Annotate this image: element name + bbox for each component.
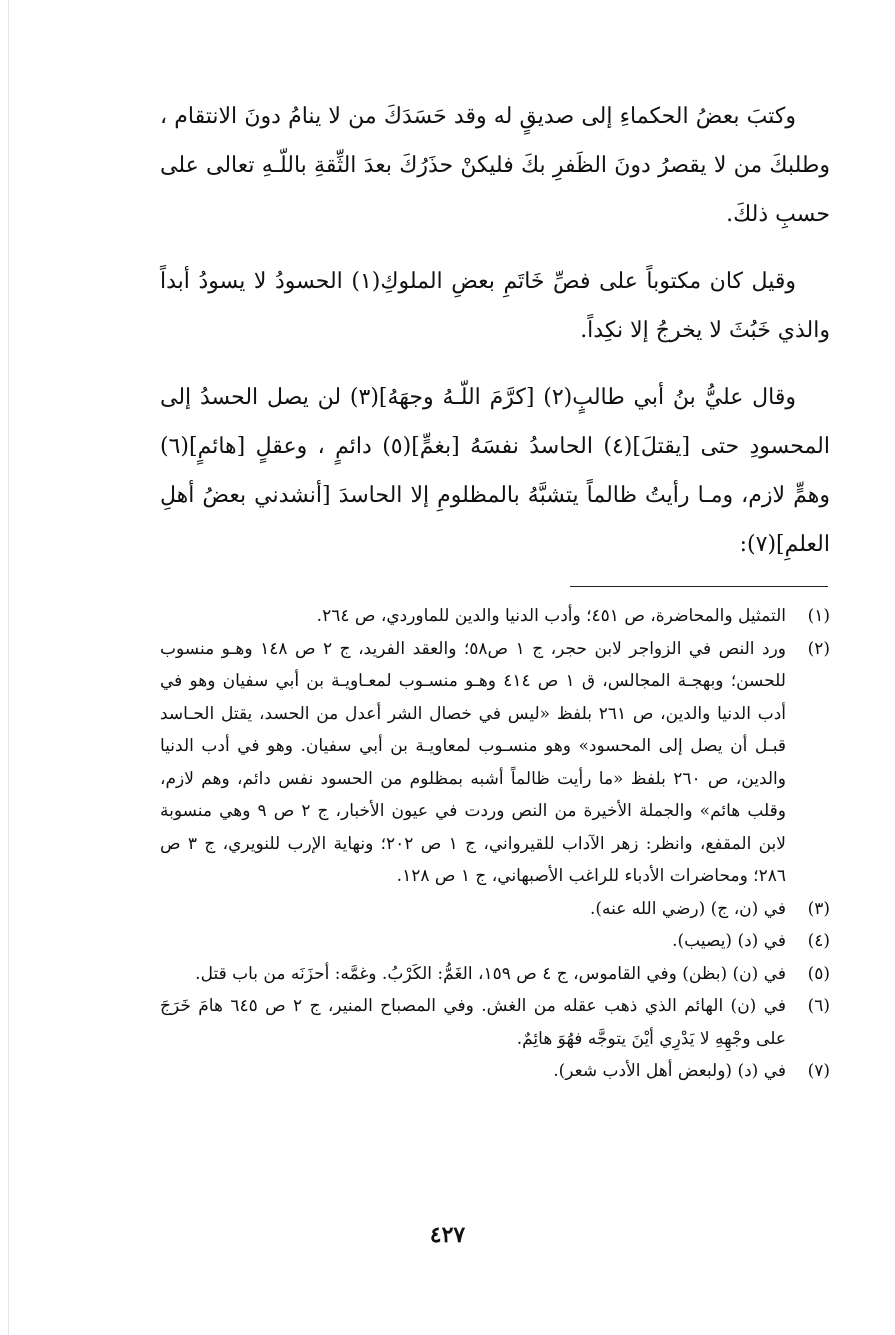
footnote-text: في (ن) (بظن) وفي القاموس، ج ٤ ص ١٥٩، الغَمُّ: الكَرْبُ. وغمَّه: أحزَنَه من باب قتل. xyxy=(195,963,786,984)
footnote-4 xyxy=(160,925,830,958)
footnote-number: (٦) xyxy=(807,996,830,1016)
page-number: ٤٢٧ xyxy=(429,1222,466,1248)
footnote-number: (٢) xyxy=(807,638,830,659)
footnote-text: في (د) (ولبعض أهل الأدب شعر). xyxy=(553,1061,786,1081)
footnote-text: في (د) (يصيب). xyxy=(672,931,786,951)
paragraph-3: وقال عليُّ بنُ أبي طالبٍ(٢) [كرَّمَ اللّـهُ وجهَهُ](٣) لن يصل الحسدُ إلى المحسودِ حتى [يقتلَ](٤) الحاسدُ نفسَهُ [بغمٍّ](٥) دائمٍ ، وعقلٍ [هائمٍ](٦) وهمٍّ لازم، ومـا رأيتُ ظالماً يتشبَّهُ بالمظلومِ إلا الحاسدَ [أنشدني بعضُ أهلِ العلمِ](٧): xyxy=(160,385,830,557)
footnote-number: (٤) xyxy=(807,931,830,951)
footnote-5 xyxy=(160,958,830,991)
footnote-number: (١) xyxy=(807,606,830,626)
footnote-number: (٣) xyxy=(807,898,830,919)
footnote-1 xyxy=(160,600,830,633)
footnote-text: التمثيل والمحاضرة، ص ٤٥١؛ وأدب الدنيا والدين للماوردي، ص ٢٦٤. xyxy=(316,606,786,626)
footnote-text: في (ن) الهائم الذي ذهب عقله من الغش. وفي المصباح المنير، ج ٢ ص ٦٤٥ هامَ خَرَجَ على وجْهِهِ لا يَدْرِي أيْنَ يتوجَّه فهُوَ هائِمٌ. xyxy=(160,996,786,1049)
footnote-2 xyxy=(160,633,830,893)
footnote-number: (٧) xyxy=(807,1061,830,1081)
paragraph-2: وقيل كان مكتوباً على فصِّ خَاتَمِ بعضِ الملوكِ(١) الحسودُ لا يسودُ أبداً والذي خَبُثَ لا يخرجُ إلا نكِداً. xyxy=(160,269,830,343)
footnote-7 xyxy=(160,1055,830,1088)
footnote-6 xyxy=(160,990,830,1055)
page-edge-line xyxy=(8,0,9,1335)
footnote-number: (٥) xyxy=(807,963,830,984)
footnote-text: ورد النص في الزواجر لابن حجر، ج ١ ص٥٨؛ والعقد الفريد، ج ٢ ص ١٤٨ وهـو منسوب للحسن؛ وبهجـة المجالس، ق ١ ص ٤١٤ وهـو منسـوب لمعـاويـة بن أبي سفيان وهو في أدب الدنيا والدين، ص ٢٦١ بلفظ «ليس في خصال الشر أعدل من الحسد، يقتل الحـاسد قبـل أن يصل إلى المحسود» وهو منسـوب لمعاويـة بن أبي سفيان. وهو في أدب الدنيا والدين، ص ٢٦٠ بلفظ «ما رأيت ظالماً أشبه بمظلوم من الحسود نفس دائم، وهم لازم، وقلب هائم» والجملة الأخيرة من النص وردت في عيون الأخبار، ج ٢ ص ٩ وهي منسوبة لابن المقفع، وانظر: زهر الآداب للقيرواني، ج ١ ص ٢٠٢؛ ونهاية الإرب للنويري، ج ٣ ص ٢٨٦؛ ومحاضرات الأدباء للراغب الأصبهاني، ج ١ ص ١٢٨. xyxy=(160,638,787,886)
paragraph-1: وكتبَ بعضُ الحكماءِ إلى صديقٍ له وقد حَسَدَكَ من لا ينامُ دونَ الانتقام ، وطلبكَ من لا يقصرُ دونَ الظَفرِ بكَ فليكنْ حذَرُكَ بعدَ الثِّقةِ باللّـهِ تعالى على حسبِ ذلكَ. xyxy=(160,104,830,227)
footnote-3 xyxy=(160,893,830,926)
footnote-text: في (ن، ج) (رضي الله عنه). xyxy=(589,898,786,919)
main-text xyxy=(160,92,830,569)
footnote-divider xyxy=(570,586,828,587)
footnotes xyxy=(160,600,830,1088)
